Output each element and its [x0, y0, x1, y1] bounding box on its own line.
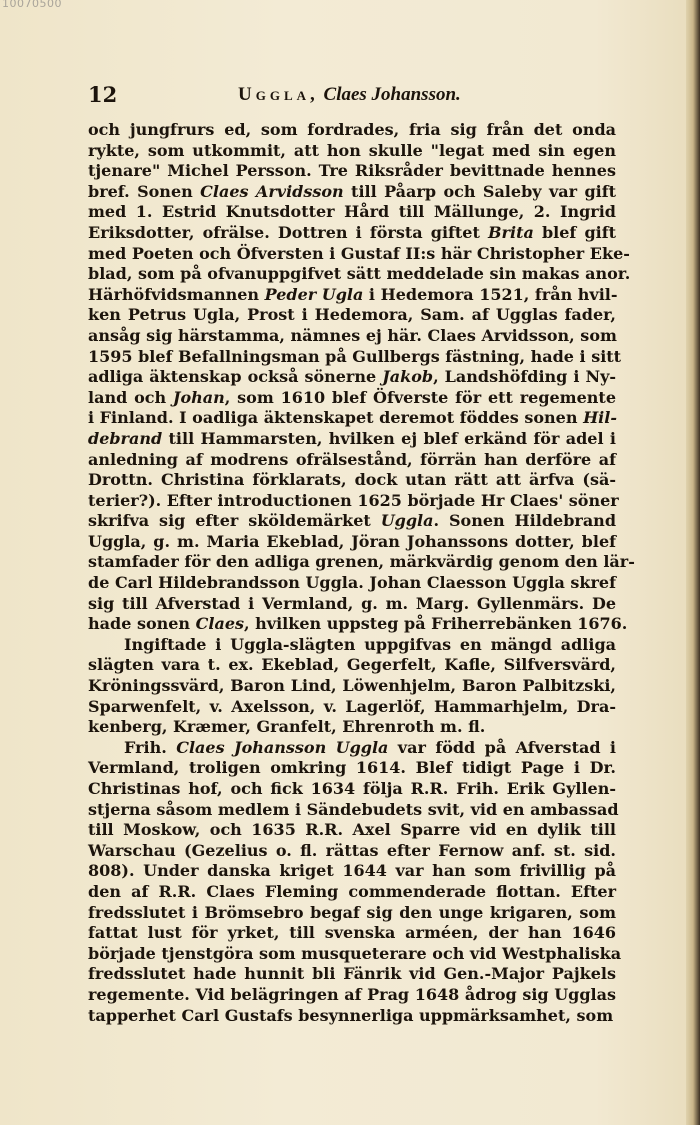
text-line — [88, 943, 622, 965]
text-line — [88, 985, 616, 1006]
text-segment: land och — [88, 387, 173, 407]
text-line — [88, 676, 616, 697]
text-line — [88, 388, 616, 409]
text-segment: började tjenstgöra som musqueterare och vid Westphaliska — [88, 943, 622, 963]
text-line — [88, 614, 628, 635]
italic-text: Claes Arvidsson — [200, 181, 344, 201]
text-segment: till Hammarsten, hvilken ej blef erkänd för adel i — [162, 428, 616, 448]
text-line — [88, 758, 616, 779]
running-head-surname: Uggla, — [238, 84, 319, 105]
text-line — [88, 1006, 616, 1027]
text-line — [88, 738, 616, 759]
text-line — [88, 573, 616, 594]
text-line — [88, 964, 616, 985]
text-line — [88, 305, 616, 326]
text-line — [88, 264, 631, 285]
text-line — [88, 923, 616, 944]
italic-text: Jakob — [382, 367, 434, 387]
text-segment: med Poeten och Öfversten i Gustaf II:s här Christopher Eke- — [88, 243, 630, 263]
text-line — [88, 202, 616, 223]
text-segment: slägten vara t. ex. Ekeblad, Gegerfelt, Kafle, Silfversvärd, — [88, 655, 616, 675]
text-line — [88, 697, 616, 718]
text-segment: till Moskow, och 1635 R.R. Axel Sparre vid en dylik till — [88, 820, 616, 840]
text-segment: i Finland. I oadliga äktenskapet deremot föddes sonen — [88, 408, 584, 428]
italic-text: Hil- — [583, 408, 617, 428]
text-segment: var född på Afverstad i — [388, 737, 617, 757]
italic-text: Johan — [172, 387, 225, 407]
text-segment: tapperhet Carl Gustafs besynnerliga uppmärksamhet, som — [88, 1005, 614, 1025]
text-line — [88, 429, 616, 450]
text-line — [88, 161, 616, 182]
italic-text: Brita — [488, 222, 534, 242]
text-line — [88, 841, 616, 862]
running-head — [238, 84, 461, 106]
text-segment: 1595 blef Befallningsman på Gullbergs fästning, hade i sitt — [88, 346, 622, 366]
text-segment: Uggla, g. m. Maria Ekeblad, Jöran Johanssons dotter, blef — [88, 531, 616, 551]
text-line — [88, 450, 616, 471]
text-segment: terier?). Efter introductionen 1625 började Hr Claes' söner — [88, 490, 619, 510]
text-segment: till Påarp och Saleby var gift — [343, 181, 616, 201]
text-line — [88, 243, 630, 265]
body-text — [88, 120, 635, 1026]
text-segment: 808). Under danska kriget 1644 var han som frivillig på — [88, 861, 616, 881]
page-edge — [686, 0, 700, 1125]
text-segment: Warschau (Gezelius o. fl. rättas efter Fernow anf. st. sid. — [88, 840, 616, 860]
italic-text: Claes Johansson Uggla — [176, 737, 389, 757]
text-line — [88, 779, 616, 800]
text-line — [88, 511, 616, 532]
text-line — [88, 820, 616, 841]
page-number: 12 — [88, 82, 118, 107]
text-segment: bref. Sonen — [88, 181, 201, 201]
text-line — [88, 490, 619, 512]
text-line — [88, 326, 616, 347]
italic-text: Claes — [195, 614, 245, 634]
text-line — [88, 532, 616, 553]
text-line — [88, 861, 616, 882]
text-line — [88, 141, 616, 162]
text-segment: sig till Afverstad i Vermland, g. m. Marg. Gyllenmärs. De — [88, 593, 616, 613]
italic-text: Uggla — [380, 511, 434, 531]
text-line — [88, 346, 622, 368]
text-segment: tjenare" Michel Persson. Tre Riksråder bevittnade hennes — [88, 161, 616, 181]
text-segment: . Sonen Hildebrand — [433, 511, 617, 531]
text-segment: de Carl Hildebrandsson Uggla. Johan Claesson Uggla skref — [88, 573, 616, 593]
text-line — [88, 408, 616, 429]
text-segment: Vermland, troligen omkring 1614. Blef tidigt Page i Dr. — [88, 758, 616, 778]
text-segment: skrifva sig efter sköldemärket — [88, 511, 381, 531]
text-segment: fredsslutet hade hunnit bli Fänrik vid Gen.-Major Pajkels — [88, 964, 616, 984]
text-segment: fattat lust för yrket, till svenska arméen, der han 1646 — [88, 923, 616, 943]
text-segment: rykte, som utkommit, att hon skulle "legat med sin egen — [88, 140, 616, 160]
italic-text: Peder Ugla — [264, 284, 364, 304]
text-line — [88, 285, 616, 306]
text-segment: och jungfrurs ed, som fordrades, fria sig från det onda — [88, 120, 616, 139]
text-segment: blad, som på ofvanuppgifvet sätt meddelade sin makas anor. — [88, 264, 631, 284]
text-segment: kenberg, Kræmer, Granfelt, Ehrenroth m. fl. — [88, 717, 486, 737]
text-line — [88, 367, 616, 388]
text-segment: fredsslutet i Brömsebro begaf sig den unge krigaren, som — [88, 902, 616, 922]
text-segment: , Landshöfding i Ny- — [433, 367, 617, 387]
text-line — [88, 635, 616, 656]
text-line — [88, 120, 616, 141]
text-segment: Härhöfvidsmannen — [88, 284, 265, 304]
text-segment: stjerna såsom medlem i Sändebudets svit, vid en ambassad — [88, 799, 619, 819]
text-line — [88, 717, 616, 738]
text-line — [88, 182, 616, 203]
text-segment: i Hedemora 1521, från hvil- — [363, 284, 618, 304]
text-segment: den af R.R. Claes Fleming commenderade flottan. Efter — [88, 881, 616, 901]
text-segment: anledning af modrens ofrälsestånd, förrän han derföre af — [88, 449, 616, 469]
text-line — [88, 223, 616, 244]
text-line — [88, 903, 616, 924]
text-segment: hade sonen — [88, 614, 196, 634]
text-segment: , hvilken uppsteg på Friherrebänken 1676. — [244, 614, 628, 634]
text-line — [88, 552, 635, 573]
text-segment: Ingiftade i Uggla-slägten uppgifvas en mängd adliga — [124, 634, 616, 654]
running-head-given-name: Claes Johansson. — [323, 84, 461, 105]
text-line — [88, 470, 616, 491]
text-segment: stamfader för den adliga grenen, märkvärdig genom den lär- — [88, 552, 635, 572]
text-segment: ansåg sig härstamma, nämnes ej här. Claes Arvidsson, som — [88, 325, 617, 345]
text-segment: Eriksdotter, ofrälse. Dottren i första giftet — [88, 222, 489, 242]
text-segment: regemente. Vid belägringen af Prag 1648 ådrog sig Ugglas — [88, 984, 616, 1004]
text-segment: adliga äktenskap också sönerne — [88, 367, 383, 387]
scan-id: 10070500 — [2, 0, 62, 10]
text-segment: , som 1610 blef Öfverste för ett regemente — [224, 387, 616, 407]
text-segment: med 1. Estrid Knutsdotter Hård till Mällunge, 2. Ingrid — [88, 202, 616, 222]
page-header — [86, 82, 618, 112]
text-line — [88, 882, 616, 903]
text-segment: Drottn. Christina förklarats, dock utan rätt att ärfva (sä- — [88, 470, 616, 490]
text-segment: blef gift — [533, 222, 616, 242]
text-segment: Sparwenfelt, v. Axelsson, v. Lagerlöf, Hammarhjelm, Dra- — [88, 696, 616, 716]
text-segment: Frih. — [124, 737, 177, 757]
text-segment: ken Petrus Ugla, Prost i Hedemora, Sam. af Ugglas fader, — [88, 305, 616, 325]
text-segment: Christinas hof, och fick 1634 följa R.R. Frih. Erik Gyllen- — [88, 779, 616, 798]
text-segment: Kröningssvärd, Baron Lind, Löwenhjelm, Baron Palbitzski, — [88, 676, 616, 696]
text-line — [88, 655, 616, 676]
italic-text: debrand — [88, 428, 163, 448]
text-line — [88, 799, 619, 821]
text-line — [88, 594, 616, 615]
